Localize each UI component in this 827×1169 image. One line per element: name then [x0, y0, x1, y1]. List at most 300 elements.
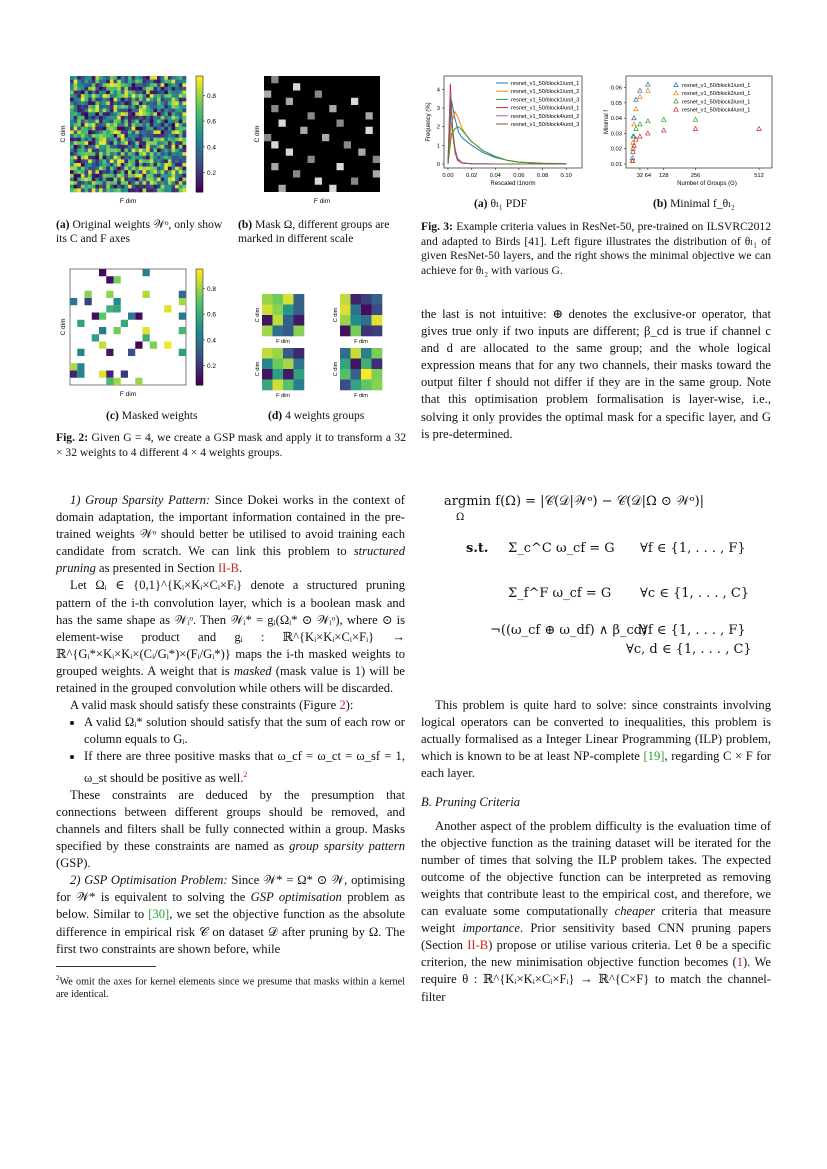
heatmap-cell	[139, 105, 143, 109]
heatmap-cell	[114, 80, 118, 84]
heatmap-cell	[157, 170, 161, 174]
heatmap-cell	[132, 116, 136, 120]
heatmap-cell	[95, 123, 99, 127]
y-tick-label: 0.03	[610, 131, 622, 138]
heatmap-cell	[143, 163, 147, 167]
heatmap-cell	[161, 134, 165, 138]
heatmap-cell	[114, 174, 118, 178]
mask-cell	[337, 163, 344, 170]
heatmap-cell	[103, 83, 107, 87]
heatmap-cell	[92, 94, 96, 98]
heatmap-cell	[124, 112, 128, 116]
heatmap-cell	[161, 170, 165, 174]
heatmap-cell	[110, 174, 114, 178]
heatmap-cell	[146, 120, 150, 124]
masked-cell	[114, 298, 121, 305]
heatmap-cell	[114, 130, 118, 134]
heatmap-cell	[114, 116, 118, 120]
colorbar-segment	[196, 300, 203, 304]
heatmap-cell	[85, 127, 89, 131]
heatmap-cell	[132, 91, 136, 95]
heatmap-cell	[146, 116, 150, 120]
citation-link[interactable]: [30]	[148, 907, 170, 922]
heatmap-cell	[85, 101, 89, 105]
heatmap-cell	[110, 116, 114, 120]
heatmap-cell	[81, 152, 85, 156]
masked-cell	[85, 298, 92, 305]
heatmap-cell	[182, 83, 186, 87]
heatmap-cell	[110, 163, 114, 167]
heatmap-cell	[150, 159, 154, 163]
heatmap-cell	[81, 109, 85, 113]
fig2b-mask	[250, 74, 400, 204]
heatmap-cell	[161, 109, 165, 113]
heatmap-cell	[95, 134, 99, 138]
heatmap-cell	[146, 80, 150, 84]
heatmap-cell	[124, 87, 128, 91]
heatmap-cell	[179, 178, 183, 182]
heatmap-cell	[172, 120, 176, 124]
heatmap-cell	[117, 101, 121, 105]
heatmap-cell	[88, 116, 92, 120]
colorbar-segment	[196, 115, 203, 119]
group-cell	[361, 380, 372, 391]
heatmap-cell	[179, 181, 183, 185]
heatmap-cell	[143, 105, 147, 109]
heatmap-cell	[103, 80, 107, 84]
colorbar-segment	[196, 91, 203, 95]
heatmap-cell	[85, 94, 89, 98]
group-cell	[351, 348, 362, 359]
heatmap-cell	[128, 101, 132, 105]
masked-cell	[106, 276, 113, 283]
heatmap-cell	[92, 145, 96, 149]
heatmap-cell	[77, 163, 81, 167]
heatmap-cell	[175, 112, 179, 116]
heatmap-cell	[157, 134, 161, 138]
heatmap-cell	[114, 94, 118, 98]
heatmap-cell	[150, 127, 154, 131]
heatmap-cell	[135, 178, 139, 182]
heatmap-cell	[164, 170, 168, 174]
heatmap-cell	[143, 112, 147, 116]
heatmap-cell	[132, 112, 136, 116]
heatmap-cell	[77, 101, 81, 105]
heatmap-cell	[132, 80, 136, 84]
heatmap-cell	[85, 159, 89, 163]
heatmap-cell	[99, 138, 103, 142]
heatmap-cell	[128, 120, 132, 124]
heatmap-cell	[128, 156, 132, 160]
heatmap-cell	[106, 83, 110, 87]
heatmap-cell	[92, 127, 96, 131]
heatmap-cell	[157, 181, 161, 185]
heatmap-cell	[85, 152, 89, 156]
heatmap-cell	[88, 185, 92, 189]
heatmap-cell	[121, 181, 125, 185]
heatmap-cell	[146, 181, 150, 185]
heatmap-cell	[164, 98, 168, 102]
y-axis-label: C dim	[333, 361, 339, 377]
heatmap-cell	[128, 112, 132, 116]
heatmap-cell	[143, 156, 147, 160]
fig2c-caption: (c) Masked weights	[106, 409, 198, 422]
heatmap-cell	[99, 141, 103, 145]
group-cell	[283, 294, 294, 305]
equation-link[interactable]: 1	[736, 955, 744, 970]
heatmap-cell	[110, 105, 114, 109]
group-cell	[273, 305, 284, 316]
section-link[interactable]: II-B	[467, 938, 489, 953]
heatmap-cell	[95, 98, 99, 102]
heatmap-cell	[135, 127, 139, 131]
heatmap-cell	[153, 185, 157, 189]
heatmap-cell	[70, 163, 74, 167]
heatmap-cell	[106, 76, 110, 80]
heatmap-cell	[135, 91, 139, 95]
heatmap-cell	[121, 167, 125, 171]
heatmap-cell	[103, 134, 107, 138]
heatmap-cell	[175, 163, 179, 167]
heatmap-cell	[95, 83, 99, 87]
heatmap-cell	[103, 141, 107, 145]
heatmap-cell	[117, 76, 121, 80]
heatmap-cell	[168, 127, 172, 131]
heatmap-cell	[175, 134, 179, 138]
heatmap-cell	[124, 181, 128, 185]
mask-cell	[264, 134, 271, 141]
heatmap-cell	[164, 181, 168, 185]
heatmap-cell	[117, 123, 121, 127]
heatmap-cell	[121, 94, 125, 98]
heatmap-cell	[153, 101, 157, 105]
heatmap-cell	[132, 174, 136, 178]
heatmap-cell	[175, 87, 179, 91]
heatmap-cell	[164, 138, 168, 142]
heatmap-cell	[182, 163, 186, 167]
colorbar-tick-label: 0.4	[207, 144, 217, 152]
heatmap-cell	[103, 120, 107, 124]
heatmap-cell	[139, 163, 143, 167]
heatmap-cell	[179, 170, 183, 174]
heatmap-cell	[146, 76, 150, 80]
heatmap-cell	[121, 127, 125, 131]
masked-cell	[135, 378, 142, 385]
heatmap-cell	[85, 98, 89, 102]
heatmap-cell	[150, 138, 154, 142]
heatmap-cell	[110, 178, 114, 182]
group-cell	[294, 348, 305, 359]
heatmap-cell	[85, 76, 89, 80]
heatmap-cell	[85, 123, 89, 127]
heatmap-cell	[106, 101, 110, 105]
heatmap-cell	[95, 120, 99, 124]
heatmap-cell	[132, 87, 136, 91]
heatmap-cell	[117, 80, 121, 84]
heatmap-cell	[92, 174, 96, 178]
colorbar-segment	[196, 354, 203, 358]
heatmap-cell	[95, 181, 99, 185]
heatmap-cell	[74, 76, 78, 80]
masked-cell	[121, 320, 128, 327]
heatmap-cell	[110, 145, 114, 149]
heatmap-cell	[103, 185, 107, 189]
group-cell	[340, 326, 351, 337]
heatmap-cell	[128, 181, 132, 185]
group-cell	[262, 369, 273, 380]
heatmap-cell	[81, 188, 85, 192]
heatmap-cell	[110, 141, 114, 145]
heatmap-cell	[106, 181, 110, 185]
heatmap-cell	[95, 145, 99, 149]
heatmap-cell	[106, 80, 110, 84]
y-axis-label: C dim	[333, 307, 339, 323]
heatmap-cell	[132, 130, 136, 134]
heatmap-cell	[164, 185, 168, 189]
heatmap-cell	[182, 181, 186, 185]
fig2b-plot	[250, 74, 400, 209]
heatmap-cell	[179, 101, 183, 105]
heatmap-cell	[128, 87, 132, 91]
group-cell	[361, 359, 372, 370]
group-cell	[351, 294, 362, 305]
group-cell	[340, 315, 351, 326]
paragraph-xor: the last is not intuitive: ⊕ denotes the exclusive-or operator, that gives true only if two inputs are different; β_cd is true if channel c and d are allocated to the same group; and the whole logical expression means that for any two channels, their masks toward the output filter f should not differ if they are in the same group. Note that this optimisation problem formalisation is layer-wise, i.e., solving it only provides the optimal mask for a specific layer, and G is pre-determined.	[421, 307, 771, 441]
heatmap-cell	[157, 188, 161, 192]
heatmap-cell	[153, 159, 157, 163]
footnote-rule	[56, 966, 156, 967]
heatmap-cell	[182, 138, 186, 142]
group-cell	[283, 348, 294, 359]
heatmap-cell	[74, 174, 78, 178]
mask-cell	[329, 105, 336, 112]
heatmap-cell	[103, 91, 107, 95]
heatmap-cell	[70, 138, 74, 142]
heatmap-cell	[103, 145, 107, 149]
colorbar-tick-label: 0.6	[207, 118, 217, 126]
heatmap-cell	[182, 130, 186, 134]
heatmap-cell	[70, 178, 74, 182]
heatmap-cell	[117, 120, 121, 124]
heatmap-cell	[179, 83, 183, 87]
heatmap-cell	[157, 76, 161, 80]
colorbar-segment	[196, 350, 203, 354]
heatmap-cell	[81, 178, 85, 182]
heatmap-cell	[164, 152, 168, 156]
mask-cell	[279, 120, 286, 127]
heatmap-cell	[110, 170, 114, 174]
heatmap-cell	[157, 109, 161, 113]
heatmap-cell	[121, 116, 125, 120]
heatmap-cell	[106, 109, 110, 113]
heatmap-cell	[128, 123, 132, 127]
heatmap-cell	[143, 101, 147, 105]
heatmap-cell	[74, 87, 78, 91]
heatmap-cell	[128, 98, 132, 102]
group-cell	[273, 294, 284, 305]
y-tick-label: 0.02	[610, 146, 622, 153]
heatmap-cell	[74, 127, 78, 131]
heatmap-cell	[88, 159, 92, 163]
heatmap-cell	[106, 159, 110, 163]
heatmap-cell	[139, 80, 143, 84]
heatmap-cell	[150, 156, 154, 160]
heatmap-cell	[139, 112, 143, 116]
heatmap-cell	[95, 112, 99, 116]
heatmap-cell	[143, 76, 147, 80]
heatmap-cell	[128, 116, 132, 120]
heatmap-cell	[157, 178, 161, 182]
mask-cell	[271, 76, 278, 83]
heatmap-cell	[182, 105, 186, 109]
heatmap-cell	[157, 87, 161, 91]
heatmap-cell	[95, 149, 99, 153]
heatmap-cell	[153, 167, 157, 171]
heatmap-cell	[175, 130, 179, 134]
mask-cell	[271, 141, 278, 148]
heatmap-cell	[99, 130, 103, 134]
heatmap-cell	[121, 149, 125, 153]
heatmap-cell	[103, 116, 107, 120]
masked-cell	[106, 371, 113, 378]
group-cell	[372, 369, 383, 380]
heatmap-cell	[153, 109, 157, 113]
heatmap-cell	[168, 156, 172, 160]
heatmap-cell	[182, 156, 186, 160]
heatmap-cell	[88, 109, 92, 113]
heatmap-cell	[172, 130, 176, 134]
heatmap-cell	[77, 105, 81, 109]
heatmap-cell	[153, 76, 157, 80]
footnote-link[interactable]: 2	[243, 769, 248, 779]
heatmap-cell	[157, 163, 161, 167]
colorbar-segment	[196, 146, 203, 150]
heatmap-cell	[168, 130, 172, 134]
figure-link[interactable]: 2	[339, 698, 346, 713]
heatmap-cell	[161, 123, 165, 127]
legend-label: resnet_v1_50/block1/unit_3	[511, 97, 580, 104]
heatmap-cell	[175, 167, 179, 171]
heatmap-cell	[161, 116, 165, 120]
x-axis-label: F dim	[354, 393, 368, 399]
heatmap-cell	[150, 134, 154, 138]
heatmap-cell	[121, 138, 125, 142]
heatmap-cell	[121, 170, 125, 174]
heatmap-cell	[114, 127, 118, 131]
heatmap-cell	[164, 145, 168, 149]
heatmap-cell	[157, 98, 161, 102]
heatmap-cell	[168, 163, 172, 167]
heatmap-cell	[114, 109, 118, 113]
heatmap-cell	[182, 145, 186, 149]
section-link[interactable]: II-B	[217, 561, 239, 576]
heatmap-cell	[143, 130, 147, 134]
heatmap-cell	[168, 87, 172, 91]
heatmap-cell	[95, 141, 99, 145]
mask-cell	[358, 149, 365, 156]
colorbar-segment	[196, 342, 203, 346]
fig2c-heatmap	[58, 265, 228, 397]
heatmap-cell	[95, 152, 99, 156]
fig3-caption: Fig. 3: Example criteria values in ResNet-50, pre-trained on ILSVRC2012 and adapted to Birds [41]. Left figure illustrates the distribution of θₗ₁ of given ResNet-50 layers, and the right shows the minimal objective we can achieve for θₗ₂ with various G.	[421, 220, 771, 277]
group-cell	[294, 359, 305, 370]
colorbar-segment	[196, 327, 203, 331]
heatmap-cell	[106, 105, 110, 109]
citation-link[interactable]: [19]	[643, 749, 665, 764]
masked-cell	[179, 349, 186, 356]
colorbar-segment	[196, 184, 203, 188]
heatmap-cell	[121, 134, 125, 138]
heatmap-cell	[106, 127, 110, 131]
left-column	[56, 492, 405, 958]
x-tick-label: 64	[644, 173, 652, 179]
heatmap-cell	[88, 149, 92, 153]
heatmap-cell	[88, 170, 92, 174]
heatmap-cell	[175, 101, 179, 105]
legend-label: resnet_v1_50/block4/unit_2	[511, 113, 580, 120]
heatmap-cell	[85, 83, 89, 87]
heatmap-cell	[99, 174, 103, 178]
heatmap-cell	[139, 123, 143, 127]
heatmap-cell	[157, 94, 161, 98]
fig2a-heatmap	[58, 74, 228, 204]
heatmap-cell	[157, 152, 161, 156]
group-cell	[262, 348, 273, 359]
masked-cell	[143, 291, 150, 298]
heatmap-cell	[139, 109, 143, 113]
heatmap-cell	[135, 185, 139, 189]
heatmap-cell	[179, 130, 183, 134]
heatmap-cell	[70, 109, 74, 113]
heatmap-cell	[153, 98, 157, 102]
heatmap-cell	[117, 149, 121, 153]
heatmap-cell	[77, 141, 81, 145]
heatmap-cell	[117, 112, 121, 116]
heatmap-cell	[77, 130, 81, 134]
heatmap-cell	[81, 141, 85, 145]
equation-st: s.t.	[466, 541, 489, 556]
masked-cell	[77, 363, 84, 370]
mask-cell	[315, 178, 322, 185]
heatmap-cell	[168, 167, 172, 171]
heatmap-cell	[121, 123, 125, 127]
heatmap-cell	[74, 80, 78, 84]
heatmap-cell	[157, 127, 161, 131]
heatmap-cell	[85, 170, 89, 174]
heatmap-cell	[179, 76, 183, 80]
colorbar-segment	[196, 269, 203, 273]
heatmap-cell	[81, 167, 85, 171]
heatmap-cell	[175, 152, 179, 156]
heatmap-cell	[77, 83, 81, 87]
mask-cell	[279, 185, 286, 192]
heatmap-cell	[168, 91, 172, 95]
heatmap-cell	[132, 127, 136, 131]
heatmap-cell	[150, 101, 154, 105]
heatmap-cell	[150, 163, 154, 167]
masked-cell	[70, 298, 77, 305]
heatmap-cell	[153, 152, 157, 156]
heatmap-cell	[77, 112, 81, 116]
heatmap-cell	[135, 120, 139, 124]
legend-label: resnet_v1_50/block1/unit_1	[511, 81, 580, 87]
group-cell	[372, 380, 383, 391]
heatmap-cell	[179, 145, 183, 149]
heatmap-cell	[164, 156, 168, 160]
colorbar-tick-label: 0.4	[207, 337, 217, 345]
heatmap-cell	[139, 185, 143, 189]
masked-cell	[114, 378, 121, 385]
